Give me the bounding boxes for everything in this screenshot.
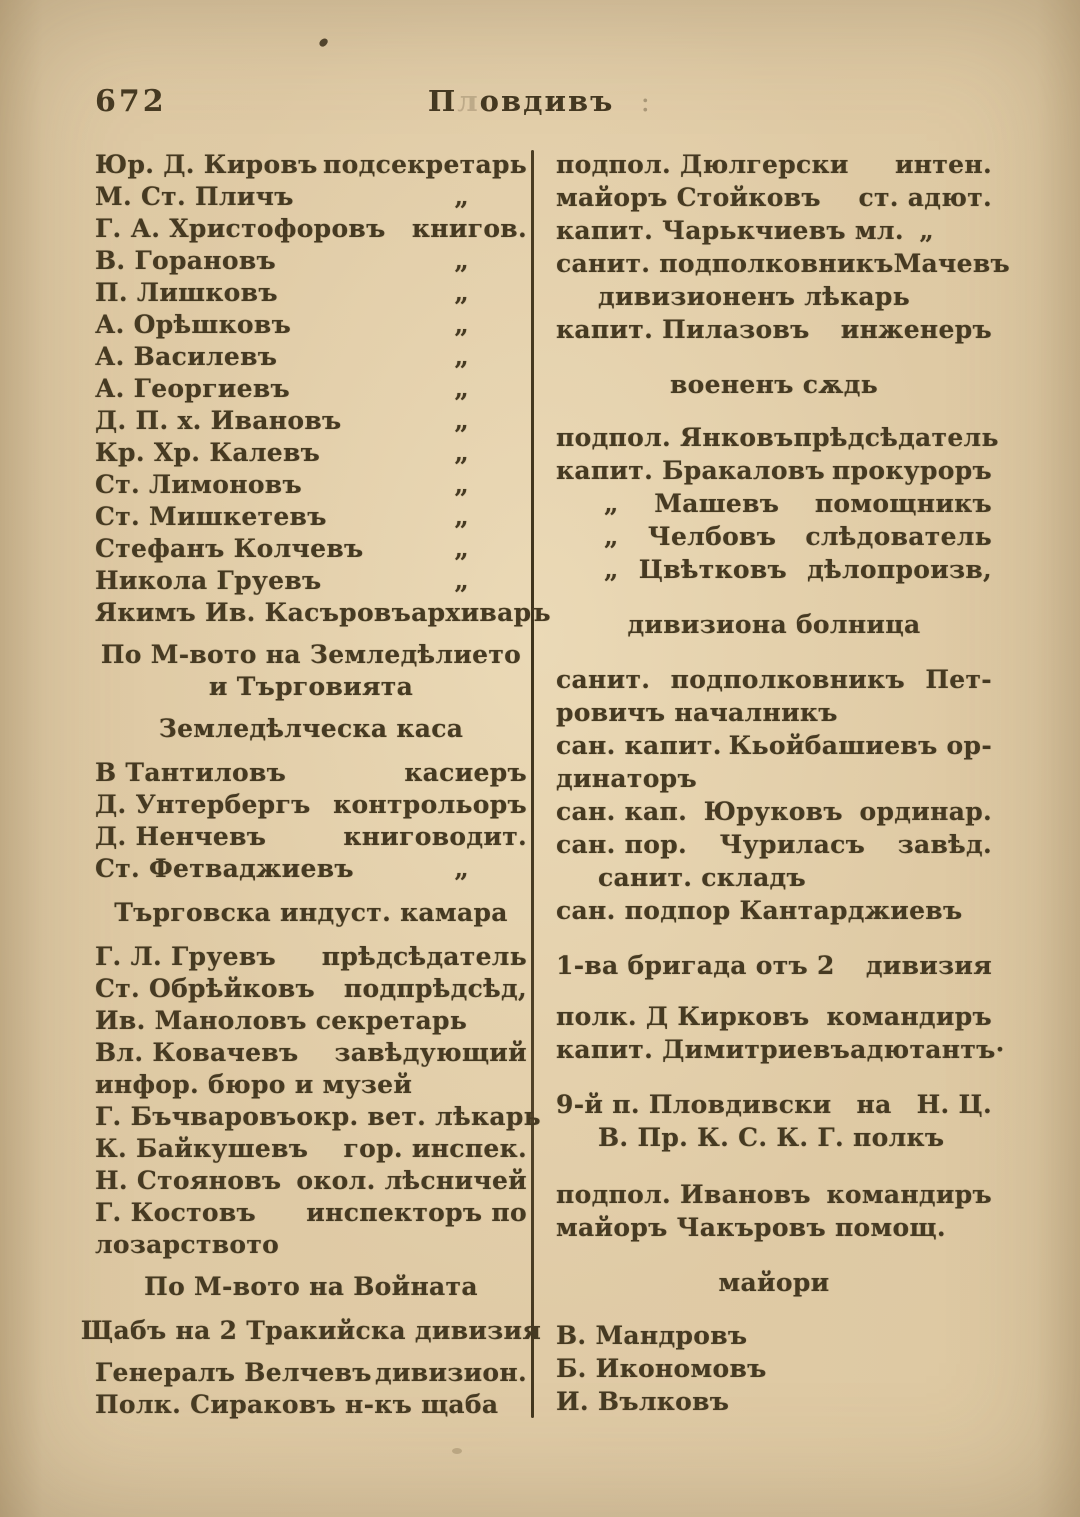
- text-segment: Ив. Маноловъ секретарь: [95, 1006, 468, 1035]
- text-segment: Щабъ на 2 Тракийска дивизия: [80, 1316, 542, 1345]
- text-segment: капит. Пилазовъ: [556, 315, 810, 344]
- text-segment: Вл. Ковачевъ: [95, 1038, 299, 1067]
- text-segment: и Търговията: [208, 672, 414, 701]
- text-line: [95, 942, 527, 974]
- section-heading: [95, 1272, 527, 1304]
- text-segment: Б. Икономовъ: [556, 1354, 767, 1383]
- text-segment: воененъ сѫдь: [669, 370, 879, 399]
- text-segment: завѣд.: [897, 830, 992, 859]
- text-line: [95, 374, 527, 406]
- text-segment: адютантъ·: [850, 1035, 1005, 1064]
- text-line: [95, 214, 527, 246]
- text-segment: Кр. Хр. Калевъ: [95, 438, 321, 467]
- text-segment: „: [454, 342, 469, 371]
- text-segment: „: [919, 216, 934, 245]
- text-line: [556, 489, 992, 522]
- text-segment: Д. Унтербергъ: [95, 790, 311, 819]
- text-segment: касиеръ: [404, 758, 527, 787]
- text-line: [556, 896, 992, 929]
- text-line: [556, 249, 1011, 282]
- text-line: [556, 1321, 992, 1354]
- text-line: [95, 790, 527, 822]
- text-line: [95, 1358, 527, 1390]
- text-segment: ординар.: [859, 797, 992, 826]
- text-segment: дивизиона болница: [627, 610, 921, 639]
- text-line: [95, 182, 527, 214]
- text-segment: „: [454, 470, 469, 499]
- left-column: [80, 150, 551, 1422]
- text-segment: сан. кап.: [556, 797, 688, 826]
- title-text-suffix: овдивъ: [479, 84, 615, 118]
- text-segment: „: [454, 566, 469, 595]
- text-segment: Д. П. х. Ивановъ: [95, 406, 342, 435]
- text-line: [556, 183, 992, 216]
- title-text-prefix: П: [427, 84, 458, 118]
- ink-speck: [318, 37, 329, 48]
- text-segment: В. Пр. К. С. К. Г. полкъ: [598, 1123, 945, 1152]
- text-segment: „: [454, 246, 469, 275]
- text-segment: сан. пор.: [556, 830, 687, 859]
- paper-stain: [452, 1448, 462, 1454]
- text-line: [556, 555, 992, 588]
- text-segment: А. Орѣшковъ: [95, 310, 292, 339]
- section-heading: [556, 1123, 992, 1156]
- text-segment: командиръ: [826, 1002, 992, 1031]
- text-line: [95, 1390, 527, 1422]
- text-segment: Якимъ Ив. Касъровъ: [95, 598, 412, 627]
- text-line: [95, 342, 527, 374]
- section-heading: [556, 610, 992, 643]
- text-segment: контрольоръ: [333, 790, 527, 819]
- text-segment: П. Лишковъ: [95, 278, 278, 307]
- text-segment: В Тантиловъ: [95, 758, 287, 787]
- text-segment: Машевъ: [654, 489, 780, 518]
- text-segment: инфор. бюро и музей: [95, 1070, 413, 1099]
- text-segment: полк. Д Кирковъ: [556, 1002, 810, 1031]
- text-segment: слѣдователь: [805, 522, 992, 551]
- text-line: [95, 150, 527, 182]
- text-segment: санит. подполковникъ: [556, 249, 894, 278]
- text-segment: А. Георгиевъ: [95, 374, 291, 403]
- text-line: [556, 1180, 992, 1213]
- text-line: [95, 1198, 527, 1230]
- text-segment: прѣдсѣдатель: [321, 942, 527, 971]
- text-segment: прѣдсѣдатель: [793, 423, 999, 452]
- section-heading: [95, 672, 527, 704]
- text-segment: И. Вълковъ: [556, 1387, 730, 1416]
- text-segment: Пет-: [925, 665, 992, 694]
- text-segment: динаторъ: [556, 764, 697, 793]
- text-line: [95, 278, 527, 310]
- text-segment: „: [604, 522, 619, 551]
- text-segment: инженеръ: [840, 315, 992, 344]
- text-line: [556, 797, 992, 830]
- text-line: [95, 974, 527, 1006]
- text-line: [556, 764, 992, 797]
- text-segment: Кьойбашиевъ ор-: [728, 731, 992, 760]
- text-segment: подпол. Ивановъ: [556, 1180, 811, 1209]
- text-segment: „: [454, 310, 469, 339]
- text-line: [556, 1213, 992, 1246]
- text-segment: окр. вет. лѣкарь: [296, 1102, 541, 1131]
- title-ink-mark: :: [640, 84, 653, 118]
- text-segment: В. Мандровъ: [556, 1321, 748, 1350]
- section-heading: [95, 898, 527, 930]
- text-segment: Цвѣтковъ: [638, 555, 788, 584]
- text-line: [556, 1387, 992, 1420]
- text-segment: дивизион.: [375, 1358, 527, 1387]
- text-line: [556, 216, 992, 249]
- text-segment: М. Ст. Пличъ: [95, 182, 294, 211]
- text-line: [556, 522, 992, 555]
- text-segment: „: [604, 555, 619, 584]
- text-segment: командиръ: [826, 1180, 992, 1209]
- text-line: [556, 150, 992, 183]
- text-line: [95, 758, 527, 790]
- right-column: [556, 150, 1011, 1420]
- text-segment: на: [856, 1090, 892, 1119]
- text-segment: инспекторъ по: [306, 1198, 527, 1227]
- page-header: [0, 84, 1080, 128]
- page-number: 672: [95, 84, 167, 119]
- text-line: [95, 1006, 527, 1038]
- text-line: [556, 282, 992, 315]
- text-segment: Ст. Мишкетевъ: [95, 502, 327, 531]
- text-segment: Н. Ц.: [916, 1090, 992, 1119]
- section-heading: [556, 951, 992, 984]
- text-segment: „: [454, 502, 469, 531]
- text-line: [95, 854, 527, 886]
- column-divider-rule: [531, 150, 534, 1418]
- text-line: [95, 534, 527, 566]
- text-line: [95, 1166, 527, 1198]
- text-segment: Г. А. Христофоровъ: [95, 214, 386, 243]
- text-segment: лозарството: [95, 1230, 280, 1259]
- text-segment: „: [454, 374, 469, 403]
- text-line: [556, 863, 992, 896]
- text-line: [556, 665, 992, 698]
- text-segment: завѣдующий: [334, 1038, 527, 1067]
- text-segment: По М-вото на Войната: [144, 1272, 478, 1301]
- text-segment: Юр. Д. Кировъ: [95, 150, 318, 179]
- text-segment: капит. Бракаловъ: [556, 456, 825, 485]
- text-segment: санит. складъ: [598, 863, 807, 892]
- text-segment: книгов.: [411, 214, 527, 243]
- page-title: [0, 84, 1080, 118]
- text-line: [556, 830, 992, 863]
- text-segment: Стефанъ Колчевъ: [95, 534, 364, 563]
- text-segment: подсекретарь: [323, 150, 527, 179]
- text-line: [95, 1070, 527, 1102]
- text-segment: дѣлопроизв,: [807, 555, 992, 584]
- text-segment: дивизионенъ лѣкарь: [598, 282, 910, 311]
- section-heading: [556, 370, 992, 403]
- text-segment: Полк. Сираковъ н-къ щаба: [95, 1390, 499, 1419]
- text-segment: Юруковъ: [703, 797, 843, 826]
- text-segment: А. Василевъ: [95, 342, 278, 371]
- text-segment: ровичъ началникъ: [556, 698, 838, 727]
- section-heading: [95, 640, 527, 672]
- text-line: [556, 731, 992, 764]
- text-segment: санит.: [556, 665, 651, 694]
- text-segment: сан. капит.: [556, 731, 722, 760]
- text-line: [95, 822, 527, 854]
- text-segment: 9-й п. Пловдивски: [556, 1090, 832, 1119]
- text-segment: подпол. Янковъ: [556, 423, 794, 452]
- text-segment: Мачевъ: [893, 249, 1011, 278]
- text-line: [95, 502, 527, 534]
- text-segment: Н. Стояновъ: [95, 1166, 282, 1195]
- text-segment: Търговска индуст. камара: [114, 898, 508, 927]
- text-line: [556, 1035, 1005, 1068]
- text-segment: ст. адют.: [858, 183, 992, 212]
- text-segment: помощникъ: [814, 489, 992, 518]
- text-segment: 1-ва бригада отъ 2: [556, 951, 835, 980]
- text-segment: архиваръ: [411, 598, 551, 627]
- text-segment: Ст. Лимоновъ: [95, 470, 302, 499]
- text-line: [95, 470, 527, 502]
- text-segment: Земледѣлческа каса: [158, 714, 464, 743]
- text-line: [556, 315, 992, 348]
- text-segment: капит. Чарькчиевъ мл.: [556, 216, 904, 245]
- text-segment: „: [604, 489, 619, 518]
- text-segment: „: [454, 406, 469, 435]
- text-segment: капит. Димитриевъ: [556, 1035, 851, 1064]
- text-line: [95, 1134, 527, 1166]
- text-segment: дивизия: [865, 951, 992, 980]
- text-line: [95, 406, 527, 438]
- text-line: [95, 598, 551, 630]
- text-segment: прокуроръ: [831, 456, 992, 485]
- title-text-faded-letter: л: [457, 84, 480, 118]
- text-segment: Г. Л. Груевъ: [95, 942, 276, 971]
- text-segment: Никола Груевъ: [95, 566, 322, 595]
- text-line: [95, 310, 527, 342]
- text-line: [556, 1002, 992, 1035]
- text-segment: Ст. Фетваджиевъ: [95, 854, 354, 883]
- text-line: [556, 698, 992, 731]
- text-segment: майоръ Стойковъ: [556, 183, 821, 212]
- text-segment: Д. Ненчевъ: [95, 822, 267, 851]
- text-segment: подполковникъ: [670, 665, 905, 694]
- text-segment: К. Байкушевъ: [95, 1134, 309, 1163]
- text-segment: Генералъ Велчевъ: [95, 1358, 372, 1387]
- text-segment: подпол. Дюлгерски: [556, 150, 849, 179]
- text-segment: Челбовъ: [647, 522, 777, 551]
- text-segment: Чуриласъ: [719, 830, 866, 859]
- text-segment: „: [454, 278, 469, 307]
- text-segment: сан. подпор Кантарджиевъ: [556, 896, 963, 925]
- text-segment: Ст. Обрѣйковъ: [95, 974, 316, 1003]
- text-line: [95, 566, 527, 598]
- text-segment: интен.: [894, 150, 992, 179]
- text-segment: майори: [718, 1268, 830, 1297]
- text-line: [556, 423, 999, 456]
- text-line: [556, 456, 992, 489]
- text-segment: „: [454, 438, 469, 467]
- section-heading: [556, 1268, 992, 1301]
- text-segment: майоръ Чакъровъ помощ.: [556, 1213, 946, 1242]
- text-segment: подпрѣдсѣд,: [343, 974, 527, 1003]
- text-line: [95, 438, 527, 470]
- section-heading: [556, 1090, 992, 1123]
- text-segment: В. Горановъ: [95, 246, 276, 275]
- text-line: [556, 1354, 992, 1387]
- section-heading: [80, 1316, 542, 1348]
- text-segment: Г. Костовъ: [95, 1198, 257, 1227]
- text-line: [95, 1102, 541, 1134]
- text-segment: Г. Бъчваровъ: [95, 1102, 297, 1131]
- text-line: [95, 1230, 527, 1262]
- text-segment: По М-вото на Земледѣлието: [100, 640, 522, 669]
- text-line: [95, 246, 527, 278]
- text-segment: книговодит.: [343, 822, 527, 851]
- text-segment: гор. инспек.: [343, 1134, 527, 1163]
- section-heading: [95, 714, 527, 746]
- text-segment: „: [454, 182, 469, 211]
- text-segment: окол. лѣсничей: [296, 1166, 527, 1195]
- text-segment: „: [454, 854, 469, 883]
- text-line: [95, 1038, 527, 1070]
- text-segment: „: [454, 534, 469, 563]
